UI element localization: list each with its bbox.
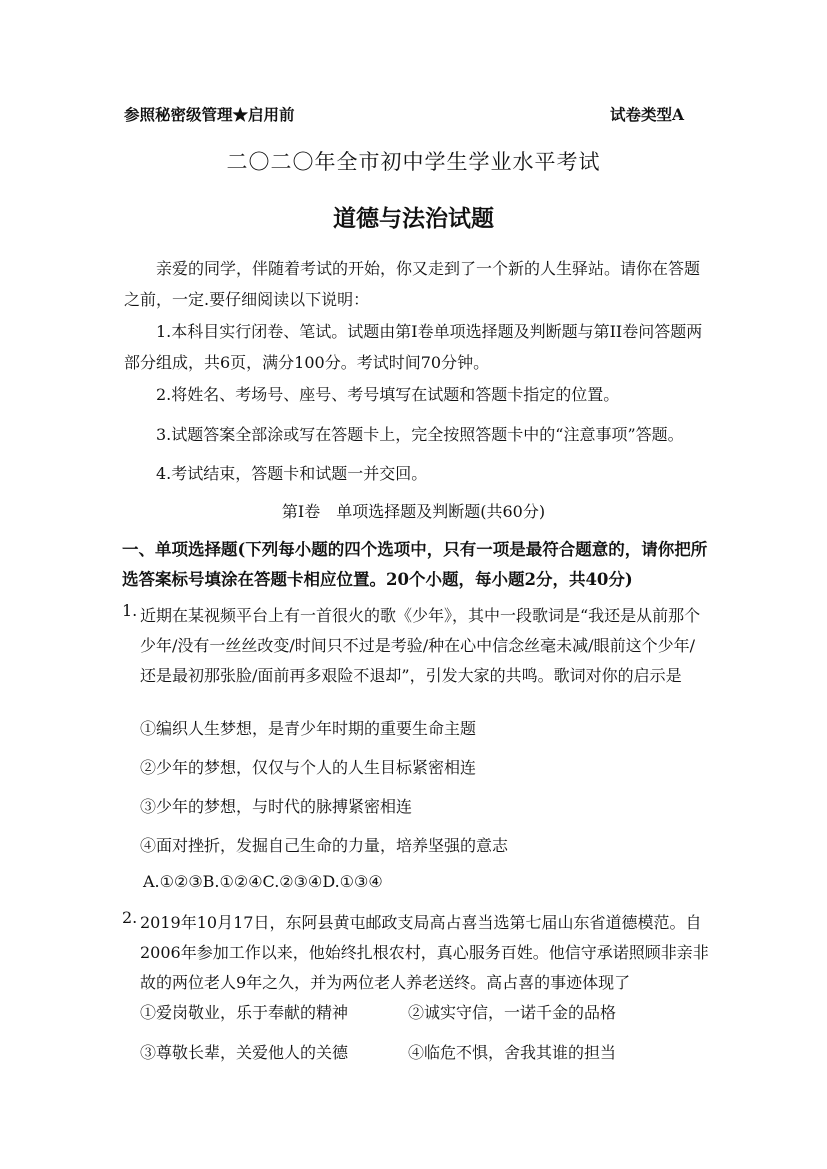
instruction-1: 1.本科目实行闭卷、笔试。试题由第I卷单项选择题及判断题与第II卷问答题两部分组成，共6页，满分100分。考试时间70分钟。 (124, 322, 703, 372)
confidentiality-label: 参照秘密级管理★启用前 (124, 105, 295, 124)
exam-title: 二〇二〇年全市初中学生学业水平考试 (226, 150, 601, 174)
question-1-stem: 近期在某视频平台上有一首很火的歌《少年》，其中一段歌词是“我还是从前那个少年/没有一丝丝改变/时间只不过是考验/种在心中信念丝毫未减/眼前这个少年/还是最初那张脸/面前再多艰险不退却”，引发大家的共鸣。歌词对你的启示是 (140, 606, 701, 685)
instruction-2: 2.将姓名、考场号、座号、考号填写在试题和答题卡指定的位置。 (156, 385, 620, 404)
question-2-option-1: ①爱岗敬业，乐于奉献的精神 (140, 1003, 349, 1022)
question-2-option-2: ②诚实守信，一诺千金的品格 (408, 1003, 617, 1022)
question-2-number: 2. (122, 908, 138, 927)
section-title: 第I卷 单项选择题及判断题(共60分) (281, 502, 546, 521)
intro-paragraph: 亲爱的同学，伴随着考试的开始，你又走到了一个新的人生驿站。请你在答题之前，一定.要仔细阅读以下说明： (124, 259, 701, 309)
question-1-option-3: ③少年的梦想，与时代的脉搏紧密相连 (140, 797, 413, 816)
question-2-stem: 2019年10月17日，东阿县黄屯邮政支局高占喜当选第七届山东省道德模范。自2006年参加工作以来，他始终扎根农村，真心服务百姓。他信守承诺照顾非亲非故的两位老人9年之久，并为两位老人养老送终。高占喜的事迹体现了 (140, 913, 709, 992)
instruction-4: 4.考试结束，答题卡和试题一并交回。 (156, 464, 428, 483)
instruction-3: 3.试题答案全部涂或写在答题卡上，完全按照答题卡中的“注意事项”答题。 (156, 425, 684, 444)
part-heading: 一、单项选择题(下列每小题的四个选项中，只有一项是最符合题意的，请你把所选答案标号填涂在答题卡相应位置。20个小题，每小题2分，共40分) (122, 540, 708, 589)
question-2-option-3: ③尊敬长辈，关爱他人的关德 (140, 1043, 349, 1062)
question-1-option-1: ①编织人生梦想，是青少年时期的重要生命主题 (140, 719, 477, 738)
question-2-option-4: ④临危不惧，舍我其谁的担当 (408, 1043, 617, 1062)
subject-title: 道德与法治试题 (333, 205, 494, 232)
question-1-number: 1. (122, 601, 138, 620)
question-1-option-2: ②少年的梦想，仅仅与个人的人生目标紧密相连 (140, 758, 477, 777)
question-1-option-4: ④面对挫折，发掘自己生命的力量，培养坚强的意志 (140, 836, 509, 855)
paper-type-label: 试卷类型A (610, 105, 685, 124)
question-1-choices: A.①②③B.①②④C.②③④D.①③④ (143, 872, 383, 891)
